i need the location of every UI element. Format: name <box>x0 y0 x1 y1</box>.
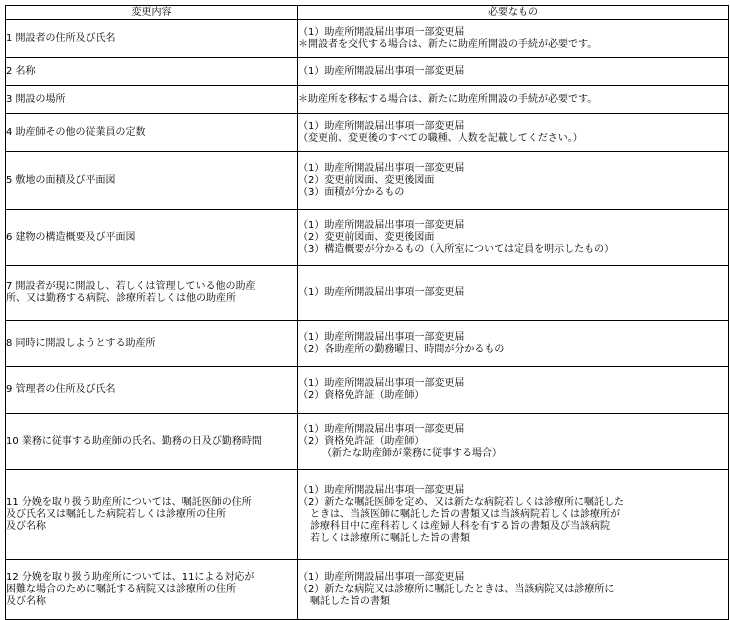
change-item-line: 8 同時に開設しようとする助産所 <box>6 337 156 349</box>
change-item-cell <box>6 58 298 86</box>
change-item-line: 2 名称 <box>6 65 36 77</box>
change-item-cell <box>6 210 298 266</box>
requirement-line: 若しくは診療所に嘱託した旨の書類 <box>310 532 470 544</box>
requirement-line: （1）助産所開設届出事項一部変更届 <box>298 484 465 496</box>
requirement-cell <box>298 321 729 367</box>
table-body <box>6 20 729 620</box>
requirement-cell <box>298 266 729 321</box>
table-row <box>6 114 729 152</box>
requirement-cell <box>298 414 729 470</box>
table-row <box>6 58 729 86</box>
change-item-line: 及び氏名又は嘱託した病院若しくは診療所の住所 <box>6 508 226 520</box>
table-row <box>6 20 729 58</box>
requirement-cell <box>298 560 729 620</box>
change-item-line: 所、又は勤務する病院、診療所若しくは他の助産所 <box>6 293 236 304</box>
change-item-cell <box>6 152 298 210</box>
requirement-line: 嘱託した旨の書類 <box>310 595 390 607</box>
change-item-line: 4 助産師その他の従業員の定数 <box>6 126 146 138</box>
change-item-line: 1 開設者の住所及び氏名 <box>6 32 116 44</box>
table-row <box>6 414 729 470</box>
change-item-line: 10 業務に従事する助産師の氏名、勤務の日及び勤務時間 <box>6 435 262 447</box>
change-requirements-table <box>5 5 729 620</box>
requirement-line: （2）資格免許証（助産師） <box>298 390 425 401</box>
table-row <box>6 560 729 620</box>
table-row <box>6 152 729 210</box>
change-item-line: 7 開設者が現に開設し、若しくは管理している他の助産 <box>6 281 256 292</box>
change-item-cell <box>6 20 298 58</box>
requirement-line: （1）助産所開設届出事項一部変更届 <box>298 378 465 389</box>
change-item-cell <box>6 560 298 620</box>
requirement-line: （新たな助産師が業務に従事する場合） <box>322 447 502 459</box>
requirement-line: （3）構造概要が分かるもの（入所室については定員を明示したもの） <box>298 243 615 255</box>
requirement-line: （2）新たな病院又は診療所に嘱託したときは、当該病院又は診療所に <box>298 583 615 595</box>
requirement-cell <box>298 152 729 210</box>
requirement-line: （2）各助産所の勤務曜日、時間が分かるもの <box>298 343 505 355</box>
requirement-line: （1）助産所開設届出事項一部変更届 <box>298 423 465 435</box>
requirement-line: （1）助産所開設届出事項一部変更届 <box>298 219 465 231</box>
requirement-cell <box>298 114 729 152</box>
requirement-line: （1）助産所開設届出事項一部変更届 <box>298 26 465 38</box>
requirement-line: （1）助産所開設届出事項一部変更届 <box>298 287 465 298</box>
change-item-cell <box>6 367 298 414</box>
requirement-line: （2）資格免許証（助産師） <box>298 435 425 447</box>
table-row <box>6 86 729 114</box>
change-item-cell <box>6 321 298 367</box>
requirement-cell <box>298 470 729 560</box>
change-item-cell <box>6 470 298 560</box>
header-item: 変更内容 <box>6 6 298 20</box>
requirement-line: （1）助産所開設届出事項一部変更届 <box>298 65 465 77</box>
requirement-line: （変更前、変更後のすべての職種、人数を記載してください。） <box>298 132 583 144</box>
change-item-cell <box>6 266 298 321</box>
requirement-line: （2）新たな嘱託医師を定め、又は新たな病院若しくは診療所に嘱託した <box>298 496 624 508</box>
header-requirements: 必要なもの <box>298 6 729 20</box>
requirement-cell <box>298 210 729 266</box>
requirement-line: （1）助産所開設届出事項一部変更届 <box>298 571 465 583</box>
requirement-line: ＊助産所を移転する場合は、新たに助産所開設の手続が必要です。 <box>298 93 598 105</box>
table-header-row <box>6 6 729 20</box>
change-item-line: 及び名称 <box>6 595 46 607</box>
requirement-line: ときは、当該医師に嘱託した旨の書類又は当該病院若しくは診療所が <box>310 508 620 520</box>
requirement-line: （1）助産所開設届出事項一部変更届 <box>298 120 465 132</box>
requirement-cell <box>298 367 729 414</box>
requirement-line: 診療科目中に産科若しくは産婦人科を有する旨の書類及び当該病院 <box>310 520 610 532</box>
change-item-cell <box>6 86 298 114</box>
table-row <box>6 470 729 560</box>
change-item-line: 5 敷地の面積及び平面図 <box>6 174 116 186</box>
change-item-cell <box>6 114 298 152</box>
change-item-line: 困難な場合のために嘱託する病院又は診療所の住所 <box>6 583 236 595</box>
table-row <box>6 367 729 414</box>
table-row <box>6 210 729 266</box>
requirement-line: （3）面積が分かるもの <box>298 186 405 198</box>
requirement-line: （2）変更前図面、変更後図面 <box>298 174 435 186</box>
requirement-line: （1）助産所開設届出事項一部変更届 <box>298 331 465 343</box>
requirement-line: （1）助産所開設届出事項一部変更届 <box>298 162 465 174</box>
requirement-cell <box>298 58 729 86</box>
requirement-line: ＊開設者を交代する場合は、新たに助産所開設の手続が必要です。 <box>298 38 598 50</box>
table-row <box>6 266 729 321</box>
requirement-cell <box>298 20 729 58</box>
requirement-line: （2）変更前図面、変更後図面 <box>298 231 435 243</box>
change-item-cell <box>6 414 298 470</box>
table-row <box>6 321 729 367</box>
change-item-line: 12 分娩を取り扱う助産所については、11による対応が <box>6 571 255 583</box>
change-item-line: 及び名称 <box>6 520 46 532</box>
change-item-line: 11 分娩を取り扱う助産所については、嘱託医師の住所 <box>6 496 252 508</box>
requirement-cell <box>298 86 729 114</box>
change-item-line: 6 建物の構造概要及び平面図 <box>6 231 136 243</box>
change-item-line: 9 管理者の住所及び氏名 <box>6 384 116 395</box>
change-item-line: 3 開設の場所 <box>6 93 66 105</box>
